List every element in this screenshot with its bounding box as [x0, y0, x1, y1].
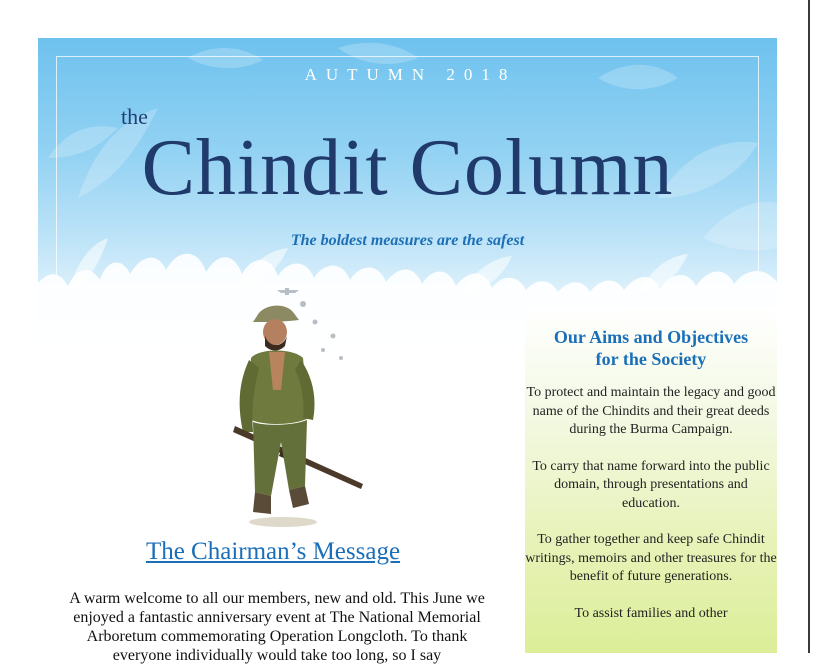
newsletter-page: [38, 38, 777, 664]
issue-season: AUTUMN 2018: [304, 65, 517, 84]
aims-paragraph: To gather together and keep safe Chindit writings, memoirs and other treasures for the benefit of future generations.: [525, 532, 777, 584]
chairman-paragraph: A warm welcome to all our members, new and old. This June we enjoyed a fantastic anniversary event at The National Memorial Arboretum commemorating Operation Longcloth. To thank everyone individually would take too long, so I say: [69, 590, 485, 664]
masthead-article: the: [121, 104, 148, 129]
aims-list: [525, 384, 777, 641]
soldier-illustration-icon: [213, 286, 363, 534]
aims-title: [525, 326, 777, 370]
aims-title-line: Our Aims and Objectives: [553, 327, 749, 347]
chairman-title: The Chairman’s Message: [145, 538, 401, 565]
aims-title-line: for the Society: [595, 349, 707, 369]
masthead-title: Chindit Column: [141, 124, 674, 212]
page-edge-line: [808, 0, 810, 653]
aims-paragraph: To assist families and other: [574, 605, 728, 621]
aims-paragraph: To carry that name forward into the public domain, through presentations and education.: [532, 458, 770, 511]
aims-paragraph: To protect and maintain the legacy and good name of the Chindits and their great deeds during the Burma Campaign.: [526, 385, 776, 437]
masthead-tagline: The boldest measures are the safest: [290, 232, 525, 249]
